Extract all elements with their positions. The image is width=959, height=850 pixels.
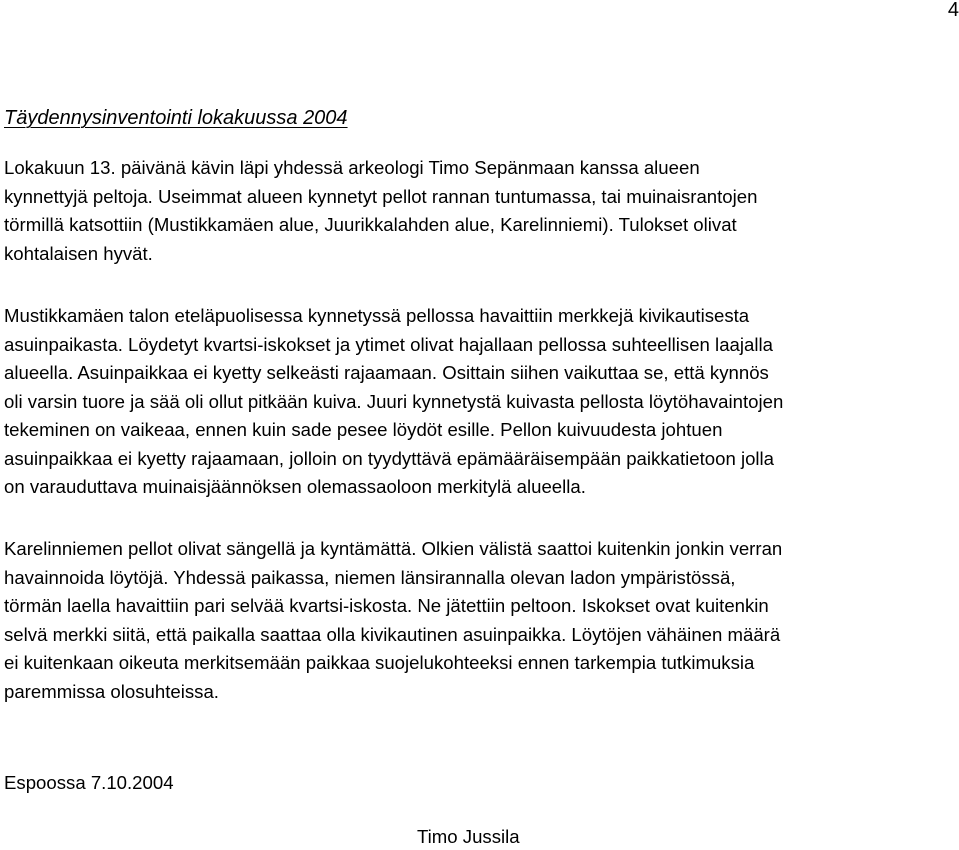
signature-name: Timo Jussila bbox=[417, 826, 520, 847]
paragraph-line: törmän laella havaittiin pari selvää kvartsi-iskosta. Ne jätettiin peltoon. Iskokset ovat kuitenkin bbox=[4, 595, 769, 616]
signature-place-date: Espoossa 7.10.2004 bbox=[4, 772, 174, 793]
paragraph bbox=[4, 302, 959, 502]
paragraph-line: Lokakuun 13. päivänä kävin läpi yhdessä arkeologi Timo Sepänmaan kanssa alueen bbox=[4, 157, 700, 178]
paragraph-line: alueella. Asuinpaikkaa ei kyetty selkeästi rajaamaan. Osittain siihen vaikuttaa se, että kynnös bbox=[4, 362, 769, 383]
paragraph-line: paremmissa olosuhteissa. bbox=[4, 680, 219, 702]
paragraph-line: Mustikkamäen talon eteläpuolisessa kynnetyssä pellossa havaittiin merkkejä kivikautisesta bbox=[4, 305, 750, 326]
paragraph-line: törmillä katsottiin (Mustikkamäen alue, Juurikkalahden alue, Karelinniemi). Tulokset olivat bbox=[4, 214, 737, 235]
paragraph-line: on varauduttava muinaisjäännöksen olemassaoloon merkitylä alueella. bbox=[4, 476, 586, 497]
paragraph-line: oli varsin tuore ja sää oli ollut pitkään kuiva. Juuri kynnetystä kuivasta pellosta löytöhavaintojen bbox=[4, 390, 784, 412]
paragraph-line: havainnoida löytöjä. Yhdessä paikassa, niemen länsirannalla olevan ladon ympäristössä, bbox=[4, 566, 736, 588]
page-number: 4 bbox=[947, 0, 959, 21]
paragraph-line: asuinpaikkaa ei kyetty rajaamaan, jolloin on tyydyttävä epämääräisempään paikkatietoon jolla bbox=[4, 447, 775, 469]
paragraph-line: selvä merkki siitä, että paikalla saattaa olla kivikautinen asuinpaikka. Löytöjen vähäinen määrä bbox=[4, 623, 781, 645]
paragraph-line: ei kuitenkaan oikeuta merkitsemään paikkaa suojelukohteeksi ennen tarkempia tutkimuksia bbox=[4, 652, 755, 673]
paragraph bbox=[4, 535, 959, 706]
section-title: Täydennysinventointi lokakuussa 2004 bbox=[4, 107, 348, 129]
paragraph-line: tekeminen on vaikeaa, ennen kuin sade pesee löydöt esille. Pellon kuivuudesta johtuen bbox=[4, 419, 723, 440]
paragraph bbox=[4, 154, 959, 268]
paragraph-line: kynnettyjä peltoja. Useimmat alueen kynnetyt pellot rannan tuntumassa, tai muinaisrantojen bbox=[4, 185, 758, 207]
paragraph-line: Karelinniemen pellot olivat sängellä ja kyntämättä. Olkien välistä saattoi kuitenkin jonkin verran bbox=[4, 538, 783, 559]
paragraph-line: kohtalaisen hyvät. bbox=[4, 242, 153, 264]
paragraph-line: asuinpaikasta. Löydetyt kvartsi-iskokset ja ytimet olivat hajallaan pellossa suhteellisen laajalla bbox=[4, 333, 773, 355]
